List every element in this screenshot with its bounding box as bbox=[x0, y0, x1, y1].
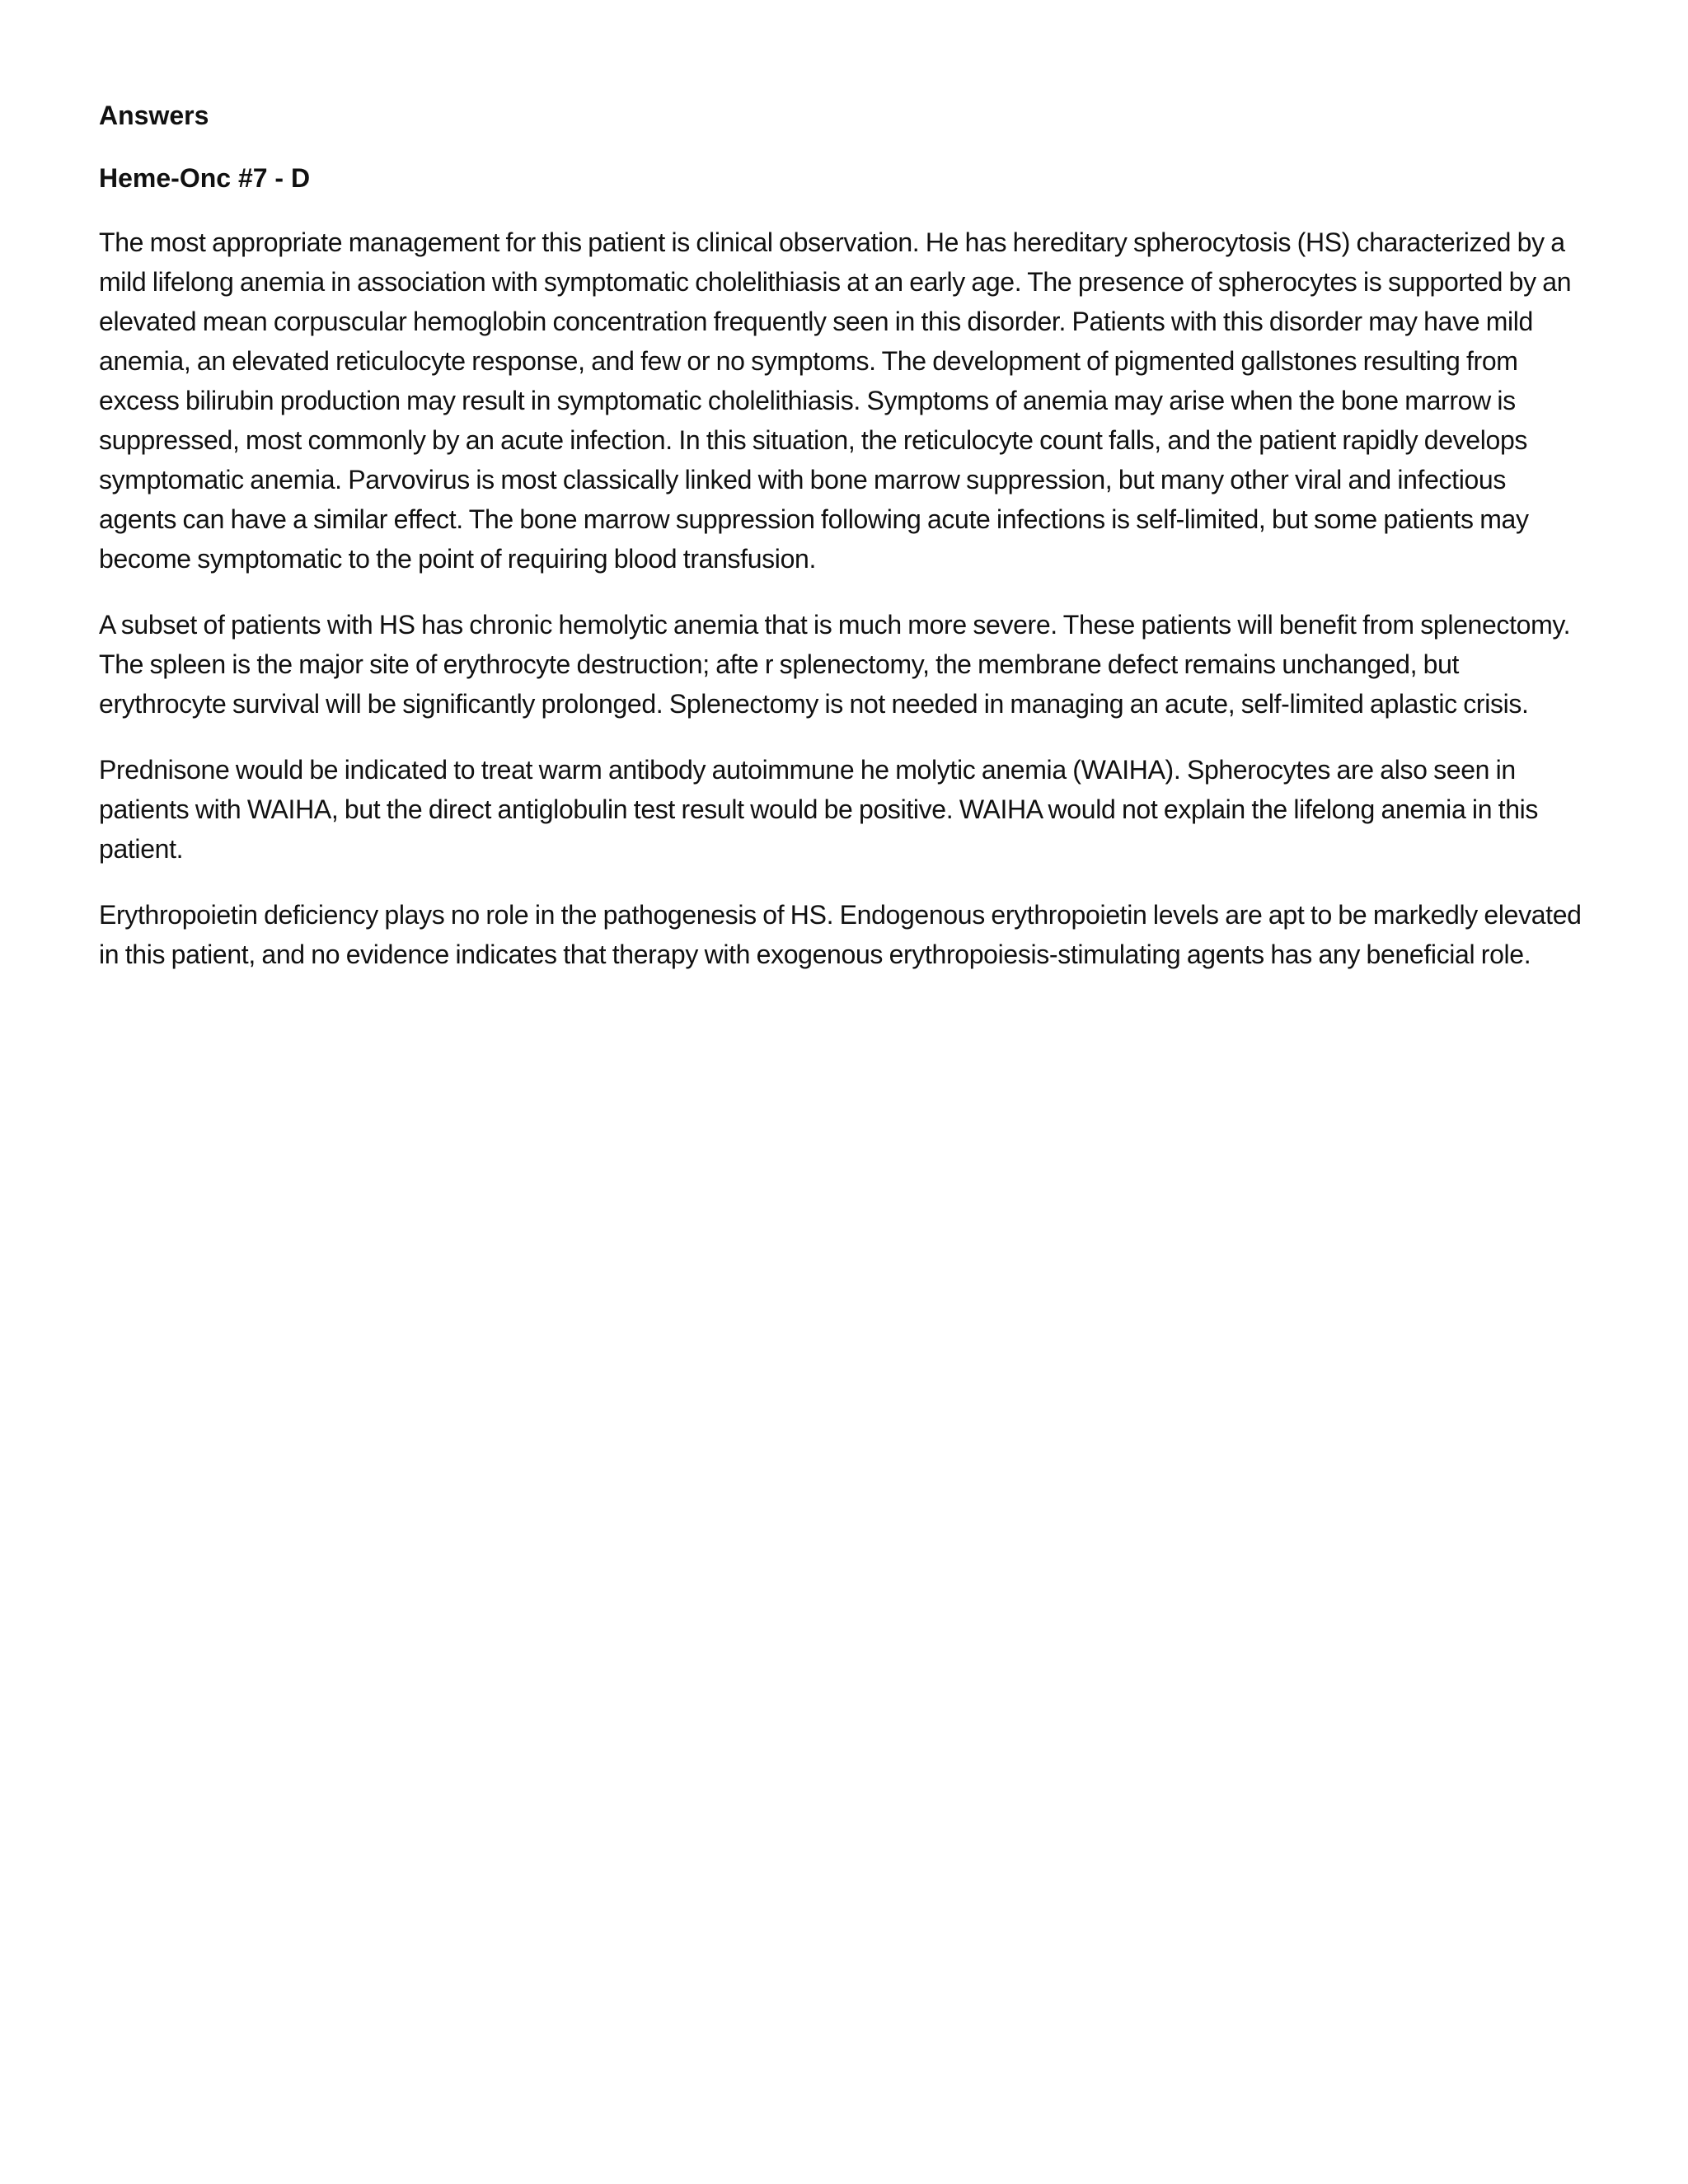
answer-paragraph-3: Prednisone would be indicated to treat warm antibody autoimmune he molytic anemia (WAIHA). Spherocytes are also seen in patients with WAIHA, but the direct antiglobulin test result would be positive. WAIHA would not explain the lifelong anemia in this patient. bbox=[99, 755, 1539, 864]
answer-paragraph-1: The most appropriate management for this patient is clinical observation. He has hereditary spherocytosis (HS) characterized by a mild lifelong anemia in association with symptomatic cholelithiasis at an early age. The presence of spherocytes is supported by an elevated mean corpuscular hemoglobin concentration frequently seen in this disorder. Patients with this disorder may have mild anemia, an elevated reticulocyte response, and few or no symptoms. The development of pigmented gallstones resulting from excess bilirubin production may result in symptomatic cholelithiasis. Symptoms of anemia may arise when the bone marrow is suppressed, most commonly by an acute infection. In this situation, the reticulocyte count falls, and the patient rapidly develops symptomatic anemia. Parvovirus is most classically linked with bone marrow suppression, but many other viral and infectious agents can have a similar effect. The bone marrow suppression following acute infections is self-limited, but some patients may become symptomatic to the point of requiring blood transfusion. bbox=[99, 227, 1572, 574]
answer-paragraph-2: A subset of patients with HS has chronic hemolytic anemia that is much more severe. These patients will benefit from splenectomy. The spleen is the major site of erythrocyte destruction; afte r splenectomy, the membrane defect remains unchanged, but erythrocyte survival will be significantly prolonged. Splenectomy is not needed in managing an acute, self-limited aplastic crisis. bbox=[99, 610, 1571, 719]
answer-paragraph-4: Erythropoietin deficiency plays no role in the pathogenesis of HS. Endogenous erythropoietin levels are apt to be markedly elevated in this patient, and no evidence indicates that therapy with exogenous erythropoiesis-stimulating agents has any beneficial role. bbox=[99, 900, 1582, 969]
page-heading: Answers bbox=[99, 101, 209, 130]
question-answer-id: Heme-Onc #7 - D bbox=[99, 163, 311, 193]
